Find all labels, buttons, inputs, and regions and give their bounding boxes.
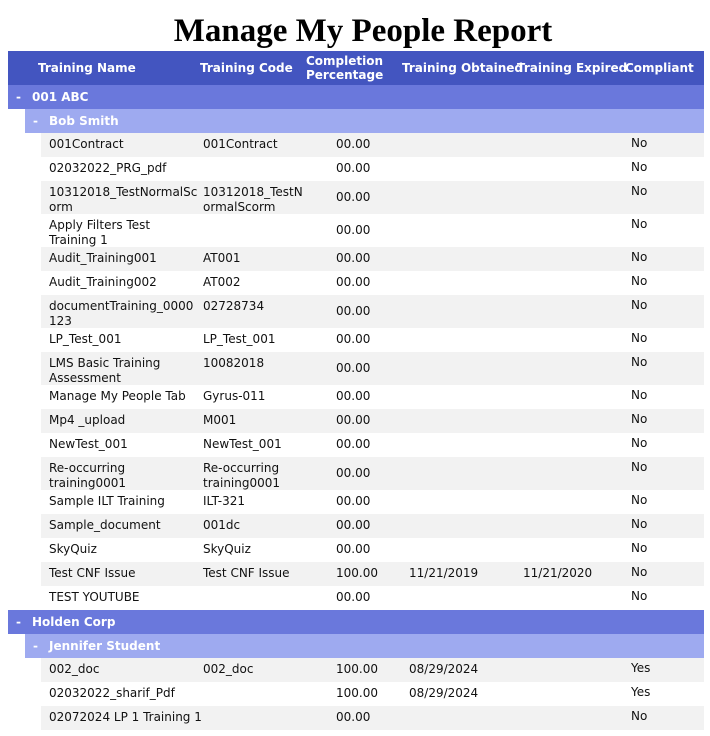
training-name: Training 1 bbox=[49, 233, 108, 247]
training-name: LP_Test_001 bbox=[49, 332, 122, 346]
training-code: SkyQuiz bbox=[203, 542, 251, 556]
training-code: AT002 bbox=[203, 275, 241, 289]
group-name: 001 ABC bbox=[32, 90, 89, 104]
compliant-status: No bbox=[631, 565, 648, 579]
table-row bbox=[41, 157, 704, 181]
training-code: M001 bbox=[203, 413, 237, 427]
report-title: Manage My People Report bbox=[173, 13, 553, 49]
collapse-toggle[interactable]: - bbox=[16, 615, 21, 629]
training-name: Apply Filters Test bbox=[49, 218, 151, 232]
training-code: NewTest_001 bbox=[203, 437, 282, 451]
compliant-status: No bbox=[631, 355, 648, 369]
compliant-status: No bbox=[631, 436, 648, 450]
table-row bbox=[41, 181, 704, 214]
col-compliant[interactable]: Compliant bbox=[625, 61, 694, 75]
col-completion-line1[interactable]: Completion bbox=[306, 54, 384, 68]
table-row bbox=[41, 433, 704, 457]
training-name: Audit_Training001 bbox=[49, 251, 157, 265]
training-code: Re-occurring bbox=[203, 461, 280, 475]
user-header[interactable] bbox=[25, 109, 704, 133]
training-name: Re-occurring bbox=[49, 461, 126, 475]
training-name: TEST YOUTUBE bbox=[49, 590, 140, 604]
training-name: 02032022_PRG_pdf bbox=[49, 161, 167, 175]
completion-percentage: 00.00 bbox=[336, 466, 371, 480]
table-row bbox=[41, 682, 704, 706]
table-row bbox=[41, 457, 704, 490]
group-header[interactable] bbox=[8, 610, 704, 634]
completion-percentage: 00.00 bbox=[336, 413, 371, 427]
compliant-status: No bbox=[631, 136, 648, 150]
completion-percentage: 100.00 bbox=[336, 566, 378, 580]
training-code: 10082018 bbox=[203, 356, 265, 370]
training-code: ILT-321 bbox=[203, 494, 246, 508]
training-name: LMS Basic Training bbox=[49, 356, 161, 370]
training-name: 10312018_TestNormalSc bbox=[49, 185, 198, 199]
compliant-status: No bbox=[631, 274, 648, 288]
table-row bbox=[41, 490, 704, 514]
compliant-status: Yes bbox=[631, 661, 651, 675]
completion-percentage: 100.00 bbox=[336, 662, 378, 676]
training-name: training0001 bbox=[49, 476, 127, 490]
group-name: Holden Corp bbox=[32, 615, 116, 629]
completion-percentage: 00.00 bbox=[336, 332, 371, 346]
table-row bbox=[41, 214, 704, 247]
training-code: 002_doc bbox=[203, 662, 254, 676]
table-row bbox=[41, 562, 704, 586]
table-row bbox=[41, 352, 704, 385]
training-code: training0001 bbox=[203, 476, 281, 490]
col-completion-line2[interactable]: Percentage bbox=[306, 68, 384, 82]
training-name: Test CNF Issue bbox=[49, 566, 136, 580]
group-header[interactable] bbox=[8, 85, 704, 109]
compliant-status: No bbox=[631, 709, 648, 723]
user-name: Jennifer Student bbox=[49, 639, 161, 653]
training-code: 001dc bbox=[203, 518, 241, 532]
compliant-status: No bbox=[631, 541, 648, 555]
compliant-status: No bbox=[631, 331, 648, 345]
compliant-status: No bbox=[631, 517, 648, 531]
table-row bbox=[41, 658, 704, 682]
compliant-status: No bbox=[631, 412, 648, 426]
compliant-status: Yes bbox=[631, 685, 651, 699]
completion-percentage: 00.00 bbox=[336, 494, 371, 508]
completion-percentage: 00.00 bbox=[336, 361, 371, 375]
collapse-toggle[interactable]: - bbox=[33, 114, 38, 128]
col-training-name[interactable]: Training Name bbox=[38, 61, 136, 75]
training-name: NewTest_001 bbox=[49, 437, 128, 451]
table-row bbox=[41, 295, 704, 328]
collapse-toggle[interactable]: - bbox=[16, 90, 21, 104]
table-row bbox=[41, 538, 704, 562]
training-name: orm bbox=[49, 200, 73, 214]
completion-percentage: 00.00 bbox=[336, 710, 371, 724]
compliant-status: No bbox=[631, 250, 648, 264]
training-code: 02728734 bbox=[203, 299, 265, 313]
compliant-status: No bbox=[631, 184, 648, 198]
training-code: 10312018_TestN bbox=[203, 185, 303, 199]
completion-percentage: 00.00 bbox=[336, 161, 371, 175]
training-name: SkyQuiz bbox=[49, 542, 97, 556]
table-row bbox=[41, 271, 704, 295]
table-row bbox=[41, 247, 704, 271]
training-name: Manage My People Tab bbox=[49, 389, 186, 403]
training-name: documentTraining_0000 bbox=[49, 299, 194, 313]
training-name: Mp4 _upload bbox=[49, 413, 126, 427]
training-code: Gyrus-011 bbox=[203, 389, 266, 403]
compliant-status: No bbox=[631, 217, 648, 231]
training-code: Test CNF Issue bbox=[203, 566, 290, 580]
completion-percentage: 00.00 bbox=[336, 590, 371, 604]
completion-percentage: 00.00 bbox=[336, 223, 371, 237]
table-row bbox=[41, 514, 704, 538]
training-code: 001Contract bbox=[203, 137, 278, 151]
training-obtained: 08/29/2024 bbox=[409, 686, 479, 700]
user-name: Bob Smith bbox=[49, 114, 119, 128]
completion-percentage: 00.00 bbox=[336, 542, 371, 556]
completion-percentage: 00.00 bbox=[336, 275, 371, 289]
table-row bbox=[41, 133, 704, 157]
completion-percentage: 00.00 bbox=[336, 518, 371, 532]
training-code: AT001 bbox=[203, 251, 241, 265]
col-training-code[interactable]: Training Code bbox=[200, 61, 293, 75]
completion-percentage: 00.00 bbox=[336, 137, 371, 151]
user-header[interactable] bbox=[25, 634, 704, 658]
compliant-status: No bbox=[631, 298, 648, 312]
training-name: 001Contract bbox=[49, 137, 124, 151]
training-name: Audit_Training002 bbox=[49, 275, 157, 289]
col-training-obtained[interactable]: Training Obtained bbox=[402, 61, 523, 75]
completion-percentage: 100.00 bbox=[336, 686, 378, 700]
training-expired: 11/21/2020 bbox=[523, 566, 593, 580]
training-name: 123 bbox=[49, 314, 72, 328]
training-obtained: 11/21/2019 bbox=[409, 566, 479, 580]
completion-percentage: 00.00 bbox=[336, 304, 371, 318]
table-row bbox=[41, 328, 704, 352]
compliant-status: No bbox=[631, 460, 648, 474]
training-code: LP_Test_001 bbox=[203, 332, 276, 346]
compliant-status: No bbox=[631, 388, 648, 402]
completion-percentage: 00.00 bbox=[336, 251, 371, 265]
table-header bbox=[8, 51, 704, 85]
compliant-status: No bbox=[631, 493, 648, 507]
training-name: Sample ILT Training bbox=[49, 494, 165, 508]
training-obtained: 08/29/2024 bbox=[409, 662, 479, 676]
completion-percentage: 00.00 bbox=[336, 190, 371, 204]
collapse-toggle[interactable]: - bbox=[33, 639, 38, 653]
table-row bbox=[41, 409, 704, 433]
training-name: Sample_document bbox=[49, 518, 161, 532]
completion-percentage: 00.00 bbox=[336, 437, 371, 451]
training-name: 002_doc bbox=[49, 662, 100, 676]
compliant-status: No bbox=[631, 589, 648, 603]
table-row bbox=[41, 586, 704, 610]
table-row bbox=[41, 385, 704, 409]
col-training-expired[interactable]: Training Expired bbox=[517, 61, 628, 75]
compliant-status: No bbox=[631, 160, 648, 174]
training-name: Assessment bbox=[49, 371, 121, 385]
training-name: 02072024 LP 1 Training 1 bbox=[49, 710, 202, 724]
completion-percentage: 00.00 bbox=[336, 389, 371, 403]
table-row bbox=[41, 706, 704, 730]
training-code: ormalScorm bbox=[203, 200, 276, 214]
training-name: 02032022_sharif_Pdf bbox=[49, 686, 175, 700]
